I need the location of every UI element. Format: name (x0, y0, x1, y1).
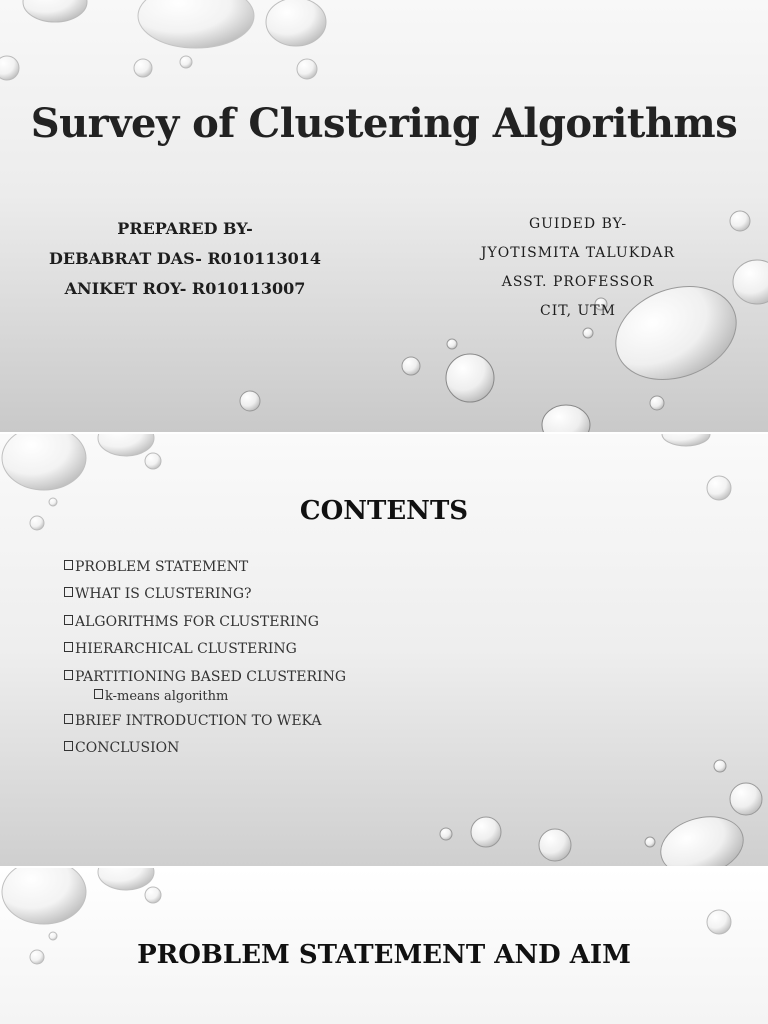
guided-by-block (460, 210, 696, 326)
guide-institute: CIT, UTM (540, 303, 616, 319)
checkbox-bullet-icon (64, 670, 73, 680)
guide-name: JYOTISMITA TALUKDAR (480, 245, 676, 261)
list-item: PROBLEM STATEMENT (64, 554, 346, 581)
checkbox-bullet-icon (64, 714, 73, 724)
checkbox-bullet-icon (64, 741, 73, 751)
guide-designation: ASST. PROFESSOR (501, 274, 655, 290)
list-item: PARTITIONING BASED CLUSTERING (64, 664, 346, 691)
guided-by-heading: GUIDED BY- (528, 216, 628, 232)
checkbox-bullet-icon (94, 689, 103, 699)
list-item: WHAT IS CLUSTERING? (64, 581, 346, 608)
prepared-by-block (20, 214, 350, 304)
checkbox-bullet-icon (64, 560, 73, 570)
problem-statement-slide (0, 868, 768, 1024)
list-item: ALGORITHMS FOR CLUSTERING (64, 609, 346, 636)
slide-title: PROBLEM STATEMENT AND AIM (137, 940, 631, 970)
author-line: DEBABRAT DAS- R010113014 (49, 249, 321, 268)
slide-title: Survey of Clustering Algorithms (30, 100, 738, 147)
title-slide (0, 0, 768, 432)
list-item: HIERARCHICAL CLUSTERING (64, 636, 346, 663)
author-line: ANIKET ROY- R010113007 (64, 279, 306, 298)
checkbox-bullet-icon (64, 642, 73, 652)
slide-title: CONTENTS (299, 496, 469, 526)
checkbox-bullet-icon (64, 587, 73, 597)
list-item: CONCLUSION (64, 735, 346, 762)
prepared-by-heading: PREPARED BY- (117, 219, 253, 238)
checkbox-bullet-icon (64, 615, 73, 625)
contents-list (64, 554, 346, 763)
sub-list-item: k-means algorithm (64, 687, 346, 708)
list-item: BRIEF INTRODUCTION TO WEKA (64, 708, 346, 735)
contents-slide (0, 434, 768, 866)
